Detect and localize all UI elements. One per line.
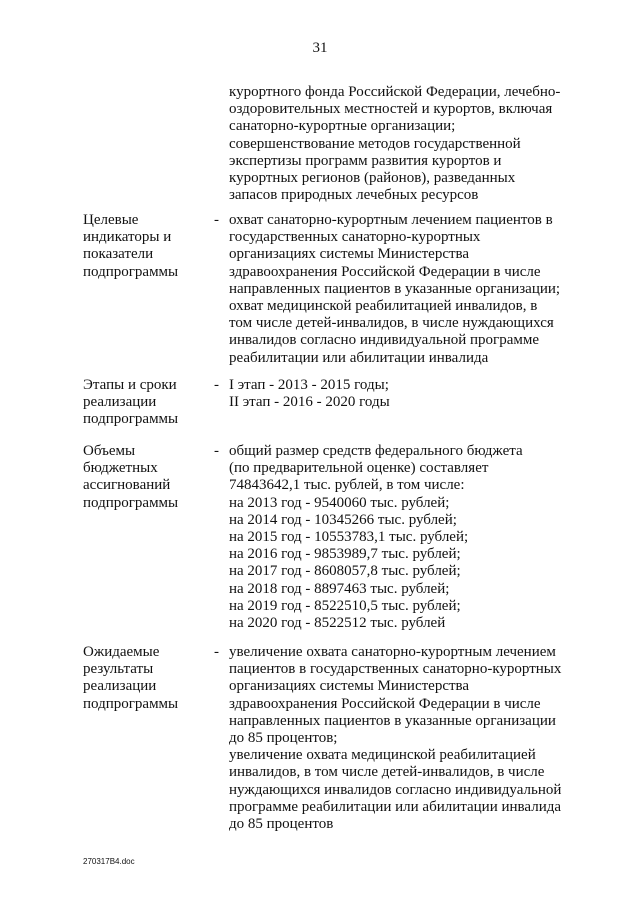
label-line: ассигнований (83, 477, 171, 494)
text-line: до 85 процентов; (229, 730, 338, 747)
text-line: оздоровительных местностей и курортов, включая (229, 101, 553, 118)
page-number: 31 (312, 40, 328, 56)
text-line: общий размер средств федерального бюджета (229, 443, 523, 459)
text-line: II этап - 2016 - 2020 годы (229, 394, 390, 411)
text-line: нуждающихся инвалидов согласно индивидуальной (229, 781, 562, 798)
text-line: охват медицинской реабилитацией инвалидов, в (229, 298, 538, 315)
text-line: запасов природных лечебных ресурсов (229, 187, 479, 204)
section-content (229, 644, 579, 833)
text-line: 74843642,1 тыс. рублей, в том числе: (229, 477, 465, 494)
text-line: на 2015 год - 10553783,1 тыс. рублей; (229, 529, 469, 546)
dash-separator: - (214, 377, 219, 393)
text-line: инвалидов, в том числе детей-инвалидов, в числе (229, 764, 545, 781)
text-line: на 2017 год - 8608057,8 тыс. рублей; (229, 563, 461, 580)
label-line: результаты (83, 661, 154, 678)
footer-filename: 270317В4.doc (83, 857, 135, 866)
label-line: подпрограммы (83, 263, 179, 280)
dash-separator: - (214, 212, 219, 228)
text-line: здравоохранения Российской Федерации в числе (229, 263, 541, 280)
intro-text (229, 84, 579, 204)
section-content (229, 212, 579, 367)
label-line: Объемы (83, 443, 136, 459)
label-line: индикаторы и (83, 229, 172, 246)
section-label (83, 212, 208, 281)
text-line: государственных санаторно-курортных (229, 229, 481, 246)
section-label (83, 443, 208, 512)
text-line: на 2020 год - 8522512 тыс. рублей (229, 615, 446, 632)
section-content (229, 377, 579, 411)
label-line: бюджетных (83, 460, 158, 477)
label-line: реализации (83, 394, 157, 411)
dash-separator: - (214, 644, 219, 660)
text-line: курортного фонда Российской Федерации, лечебно- (229, 84, 561, 100)
label-line: подпрограммы (83, 494, 179, 511)
label-line: реализации (83, 678, 157, 695)
text-line: увеличение охвата санаторно-курортным лечением (229, 644, 556, 660)
section-content (229, 443, 579, 632)
section-label (83, 644, 208, 713)
text-line: инвалидов согласно индивидуальной программе (229, 332, 539, 349)
text-line: курортных регионов (районов), разведанных (229, 170, 516, 187)
text-line: совершенствование методов государственной (229, 135, 521, 152)
text-line: программе реабилитации или абилитации инвалида (229, 798, 562, 815)
text-line: том числе детей-инвалидов, в числе нуждающихся (229, 315, 554, 332)
text-line: направленных пациентов в указанные организации; (229, 280, 561, 297)
text-line: реабилитации или абилитации инвалида (229, 349, 489, 366)
text-line: направленных пациентов в указанные организации (229, 712, 556, 729)
text-line: (по предварительной оценке) составляет (229, 460, 489, 477)
text-line: санаторно-курортные организации; (229, 118, 456, 135)
text-line: здравоохранения Российской Федерации в числе (229, 695, 541, 712)
text-line: экспертизы программ развития курортов и (229, 152, 502, 169)
text-line: I этап - 2013 - 2015 годы; (229, 377, 389, 393)
label-line: Этапы и сроки (83, 377, 177, 393)
text-line: увеличение охвата медицинской реабилитацией (229, 747, 536, 764)
section-label (83, 377, 208, 429)
text-line: на 2013 год - 9540060 тыс. рублей; (229, 494, 450, 511)
label-line: подпрограммы (83, 411, 179, 428)
label-line: подпрограммы (83, 695, 179, 712)
text-line: организациях системы Министерства (229, 246, 470, 263)
label-line: Целевые (83, 212, 139, 228)
text-line: охват санаторно-курортным лечением пациентов в (229, 212, 553, 228)
text-line: на 2014 год - 10345266 тыс. рублей; (229, 511, 457, 528)
dash-separator: - (214, 443, 219, 459)
text-line: на 2016 год - 9853989,7 тыс. рублей; (229, 546, 461, 563)
text-line: организациях системы Министерства (229, 678, 470, 695)
text-line: пациентов в государственных санаторно-курортных (229, 661, 562, 678)
text-line: на 2019 год - 8522510,5 тыс. рублей; (229, 597, 461, 614)
label-line: Ожидаемые (83, 644, 160, 660)
text-line: до 85 процентов (229, 816, 334, 833)
text-line: на 2018 год - 8897463 тыс. рублей; (229, 580, 450, 597)
label-line: показатели (83, 246, 154, 263)
